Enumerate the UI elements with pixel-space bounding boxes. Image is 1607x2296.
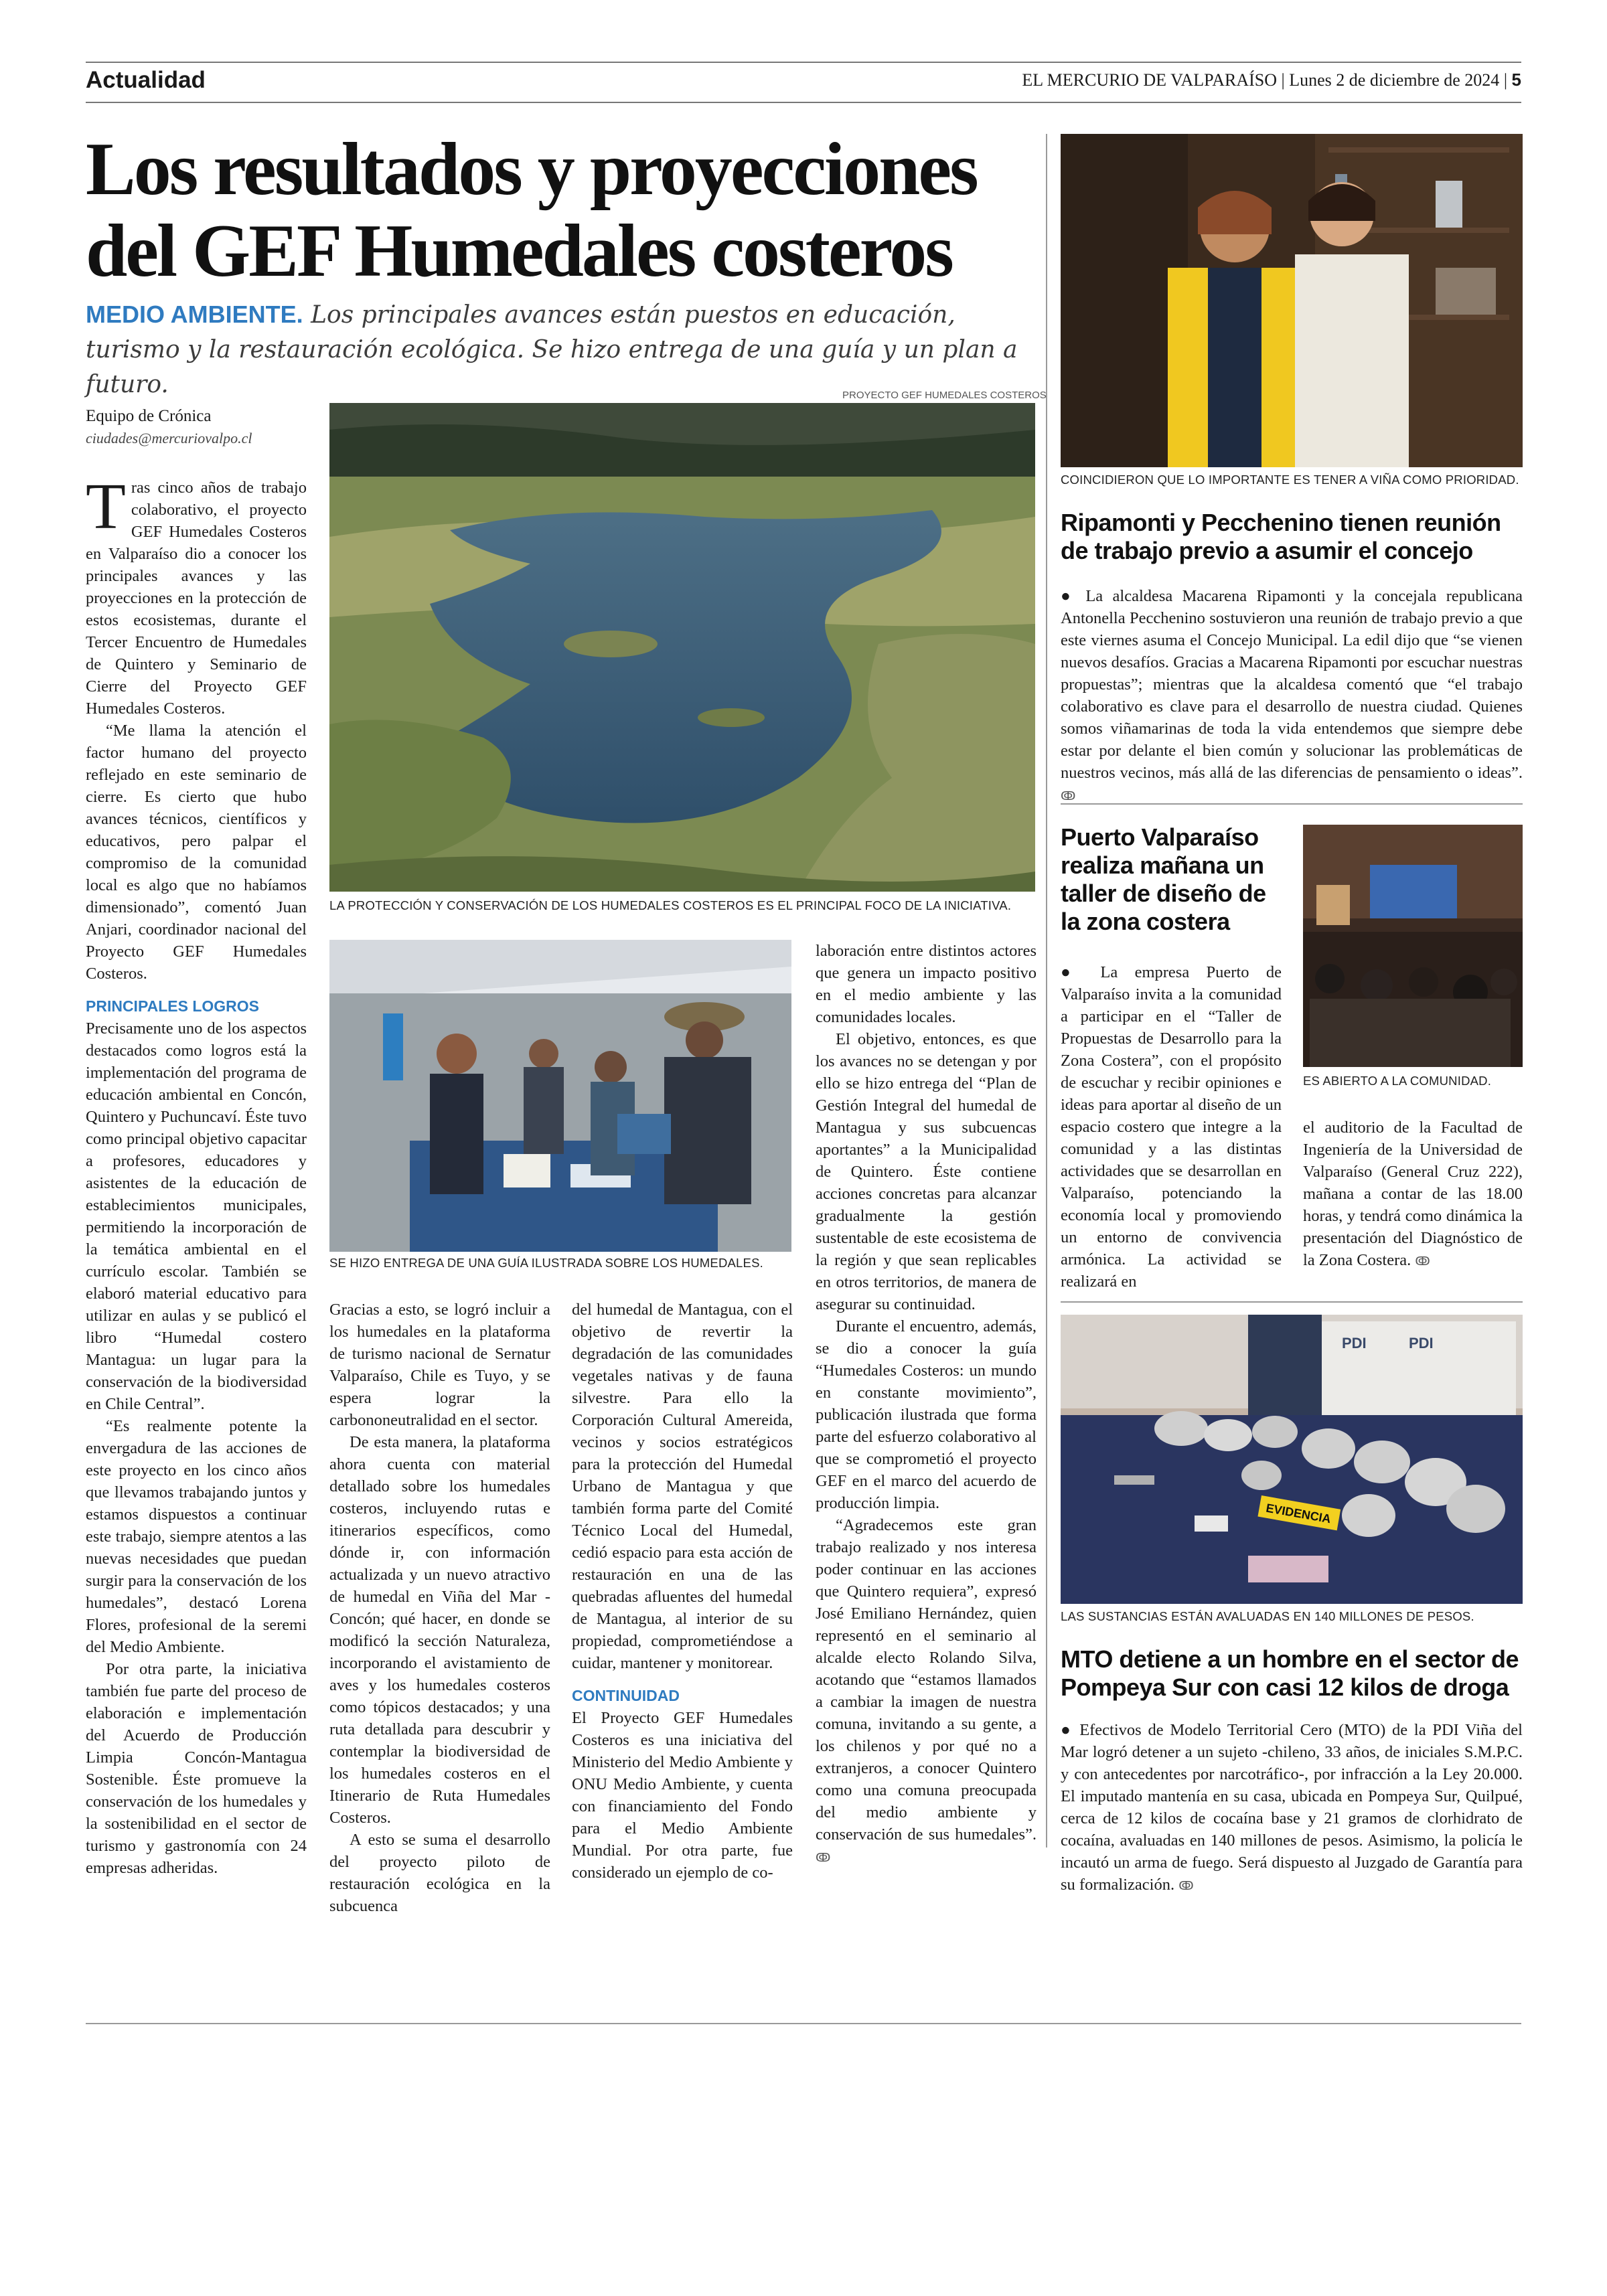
end-mark-icon: ↂ [1178,1879,1194,1893]
story-2-caption: ES ABIERTO A LA COMUNIDAD. [1303,1074,1492,1088]
deck [86,297,1023,402]
story-3-headline: MTO detiene a un hombre en el sector de Pompeya Sur con casi 12 kilos de droga [1061,1645,1519,1701]
story-2-text: el auditorio de la Facultad de Ingeniería de la Universidad de Valparaíso (General Cruz 222), mañana a contar de las 18.00 horas, y tendrá como dinámica la presentación del Diagnóstico de la Zona Costera. [1303,1119,1523,1269]
article-paragraph: Precisamente uno de los aspectos destacados como logros está la implementación del programa de educación ambiental en Concón, Quintero y Puchuncaví. Éste tuvo como principal objetivo capacitar a profesores, educadores y asistentes de la educación de establecimientos municipales, permitiendo la incorporación de la temática ambiental en el currículo escolar. También se elaboró material educativo para utilizar en aulas y se publicó el libro “Humedal costero Mantagua: un lugar para la conservación de la biodiversidad en Chile Central”. [86,1019,307,1413]
photo-1-caption: LA PROTECCIÓN Y CONSERVACIÓN DE LOS HUMEDALES COSTEROS ES EL PRINCIPAL FOCO DE LA INICIATIVA. [329,898,1012,912]
article-paragraph: A esto se suma el desarrollo del proyecto piloto de restauración ecológica en la subcuenca [329,1831,550,1915]
article-paragraph: “Me llama la atención el factor humano del proyecto reflejado en este seminario de cierre. Es cierto que hubo avances técnicos, científicos y educativos, pero palpar el compromiso de la comunidad local es algo que no habíamos dimensionado”, comentó Juan Anjari, coordinador nacional del Proyecto GEF Humedales Costeros. [86,722,307,983]
story-1-text: La alcaldesa Macarena Ripamonti y la concejala republicana Antonella Pecchenino sostuvieron una reunión de trabajo previo a que este viernes asuma el Concejo Municipal. La edil dijo que “se vienen nuevos desafíos. Gracias a Macarena Ripamonti por escuchar nuestras propuestas”; mientras que la alcaldesa comentó que “el trabajo colaborativo es clave para el desarrollo de nuestra ciudad. Quienes somos viñamarinas de toda la vida entendemos que siempre debe estar por delante el bien común y solucionar las problemáticas de nuestros vecinos, más allá de las diferencias de pensamiento o ideas”. [1061,587,1523,782]
article-column-2 [329,1299,550,1917]
article-column-4 [816,940,1037,1869]
story-2-headline: Puerto Valparaíso realiza mañana un taller de diseño de la zona costera [1061,823,1266,935]
article-paragraph: Gracias a esto, se logró incluir a los humedales en la plataforma de turismo nacional de Sernatur Valparaíso, Chile es Tuyo, y se espera lograr la carbononeutralidad en el sector. [329,1301,550,1429]
article-paragraph [816,1514,1037,1869]
article-paragraph-text: ras cinco años de trabajo colaborativo, el proyecto GEF Humedales Costeros en Valparaíso dio a conocer los principales avances y las proyecciones en la protección de estos ecosistemas, durante el Tercer Encuentro de Humedales de Quintero y Seminario de Cierre del Proyecto GEF Humedales Costeros. [86,479,307,718]
article-paragraph: del humedal de Mantagua, con el objetivo de revertir la degradación de las comunidades vegetales nativas y de fauna silvestre. Para ello la Corporación Cultural Amereida, vecinos y socios estratégicos para la protección del Humedal Urbano de Mantagua y que también forma parte del Comité Técnico Local del Humedal, cedió espacio para esta acción de restauración en una de las quebradas afluentes del humedal de Mantagua, al interior de su propiedad, comprometiéndose a cuidar, mantener y monitorear. [572,1301,793,1672]
story-1-headline: Ripamonti y Pecchenino tienen reunión de trabajo previo a asumir el concejo [1061,509,1501,564]
end-mark-icon: ↂ [816,1851,831,1865]
subhead-principales-logros: PRINCIPALES LOGROS [86,997,259,1015]
story-3-caption: LAS SUSTANCIAS ESTÁN AVALUADAS EN 140 MILLONES DE PESOS. [1061,1609,1474,1623]
end-mark-icon: ↂ [1061,789,1076,803]
story-2-paragraph [1061,961,1282,1293]
headline-line-1: Los resultados y proyecciones [86,128,977,211]
bullet-icon: ● [1061,963,1101,981]
story-3-text: Efectivos de Modelo Territorial Cero (MTO) de la PDI Viña del Mar logró detener a un sujeto -chileno, 33 años, de iniciales S.M.P.C. y con antecedentes por narcotráfico-, por infracción a la Ley 20.000. El imputado mantenía en su casa, ubicada en Pompeya Sur, Quilpué, cerca de 12 kilos de cocaína base y 21 gramos de clorhidrato de cocaína, avaluadas en 140 millones de pesos. Asimismo, la policía le incautó un arma de fuego. Será dispuesto al Juzgado de Garantía para su formalización. [1061,1721,1523,1894]
meeting-photo [1061,134,1523,467]
bullet-icon: ● [1061,1721,1080,1739]
pdi-label: PDI [1342,1335,1367,1351]
headline [86,129,1037,292]
story-3-paragraph [1061,1719,1523,1897]
article-paragraph: “Es realmente potente la envergadura de las acciones de este proyecto en los cinco años que llevamos trabajando juntos y estamos dispuestos a continuar este trabajo, siempre atentos a las nuevas necesidades que puedan surgir para la conservación de los humedales”, destacó Lorena Flores, profesional de la seremi del Medio Ambiente. [86,1417,307,1656]
article-paragraph: Durante el encuentro, además, se dio a conocer la guía “Humedales Costeros: un mundo en constante movimiento”, publicación ilustrada que forma parte del esfuerzo colaborativo al que se comprometió el proyecto GEF en el marco del acuerdo de producción limpia. [816,1317,1037,1512]
byline: Equipo de Crónica [86,407,212,425]
story-2-text: La empresa Puerto de Valparaíso invita a la comunidad a participar en el “Taller de Propuestas de Desarrollo para la Zona Costera”, con el propósito de escuchar y recibir opiniones e ideas para aportar al diseño de un espacio costero que integre a la comunidad y a las distintas actividades que se desarrollan en Valparaíso, potenciando la economía local y promoviendo un entorno de convivencia armónica. La actividad se realizará en [1061,963,1282,1291]
section-label: Actualidad [86,67,206,93]
pdi-label-2: PDI [1409,1335,1434,1351]
publication-name: EL MERCURIO DE VALPARAÍSO [1022,70,1278,90]
article-paragraph: De esta manera, la plataforma ahora cuenta con material detallado sobre los humedales costeros, incluyendo rutas e itinerarios específicos, como dónde ir, con información actualizada y un nuevo atractivo de humedal en Viña del Mar - Concón; qué hacer, en donde se modificó la sección Naturaleza, incorporando el avistamiento de aves y los humedales costeros como tópicos destacados; y una ruta detallada para descubrir y contemplar la biodiversidad de los humedales costeros en el Itinerario de Ruta Humedales Costeros. [329,1433,550,1827]
publication-date: Lunes 2 de diciembre de 2024 [1289,70,1500,90]
kicker: MEDIO AMBIENTE. [86,301,303,328]
deck-text: Los principales avances están puestos en educación, turismo y la restauración ecológica. Se hizo entrega de una guía y un plan a futuro. [86,301,1018,398]
byline-email: ciudades@mercuriovalpo.cl [86,430,252,446]
photo-credit: PROYECTO GEF HUMEDALES COSTEROS [842,390,1047,401]
article-paragraph: El Proyecto GEF Humedales Costeros es una iniciativa del Ministerio del Medio Ambiente y ONU Medio Ambiente, y cuenta con financiamiento del Fondo para el Medio Ambiente Mundial. Por otra parte, fue considerado un ejemplo de co- [572,1709,793,1882]
page-number: 5 [1511,70,1521,90]
workshop-photo [1303,825,1523,1067]
article-paragraph: El objetivo, entonces, es que los avances no se detengan y por ello se hizo entrega del “Plan de Gestión Integral del humedal de Mantagua y sus subcuencas aportantes” a la Municipalidad de Quintero. Éste contiene acciones concretas para alcanzar gradualmente la gestión sustentable de este ecosistema de la región y que sean replicables en otros territorios, de manera de asegurar su continuidad. [816,1030,1037,1313]
article-paragraph: Por otra parte, la iniciativa también fue parte del proceso de elaboración e implementación del Acuerdo de Producción Limpia Concón-Mantagua Sostenible. Éste promueve la conservación de los humedales y la sostenibilidad en el sector de turismo y gastronomía con 24 empresas adheridas. [86,1660,307,1877]
publication-line: EL MERCURIO DE VALPARAÍSO | Lunes 2 de diciembre de 2024 | 5 [1022,70,1521,90]
evidence-label: EVIDENCIA [1265,1501,1332,1526]
story-1-caption: COINCIDIERON QUE LO IMPORTANTE ES TENER A VIÑA COMO PRIORIDAD. [1061,473,1519,487]
story-2-body-left [1061,961,1282,1293]
photo-2-caption: SE HIZO ENTREGA DE UNA GUÍA ILUSTRADA SOBRE LOS HUMEDALES. [329,1256,763,1270]
article-paragraph-text: “Agradecemos este gran trabajo realizado y nos interesa poder continuar en las acciones que Quintero requiera”, expresó José Emiliano Hernández, quien representó en el seminario al alcalde electo Rolando Silva, acotando que “estamos llamados a cambiar la imagen de nuestra comuna, invitando a su gente, a los chilenos y por qué no a extranjeros, a conocer Quintero como una comuna preocupada del medio ambiente y conservación de sus humedales”. [816,1516,1037,1843]
story-3-body [1061,1719,1523,1897]
story-2-paragraph [1303,1117,1523,1273]
drug-seizure-photo [1061,1315,1523,1604]
article-paragraph [86,471,307,720]
subhead-continuidad: CONTINUIDAD [572,1687,680,1704]
bullet-icon: ● [1061,587,1086,605]
story-1-body [1061,585,1523,807]
article-column-1 [86,471,307,1879]
end-mark-icon: ↂ [1415,1254,1430,1268]
drop-cap: T [86,471,126,543]
story-1-paragraph [1061,585,1523,807]
article-paragraph: laboración entre distintos actores que genera un impacto positivo en el medio ambiente y las comunidades locales. [816,942,1037,1026]
article-column-3 [572,1299,793,1884]
headline-line-2: del GEF Humedales costeros [86,210,952,293]
guide-delivery-photo [329,940,791,1252]
story-2-body-right [1303,1117,1523,1273]
wetland-aerial-photo [329,403,1035,892]
